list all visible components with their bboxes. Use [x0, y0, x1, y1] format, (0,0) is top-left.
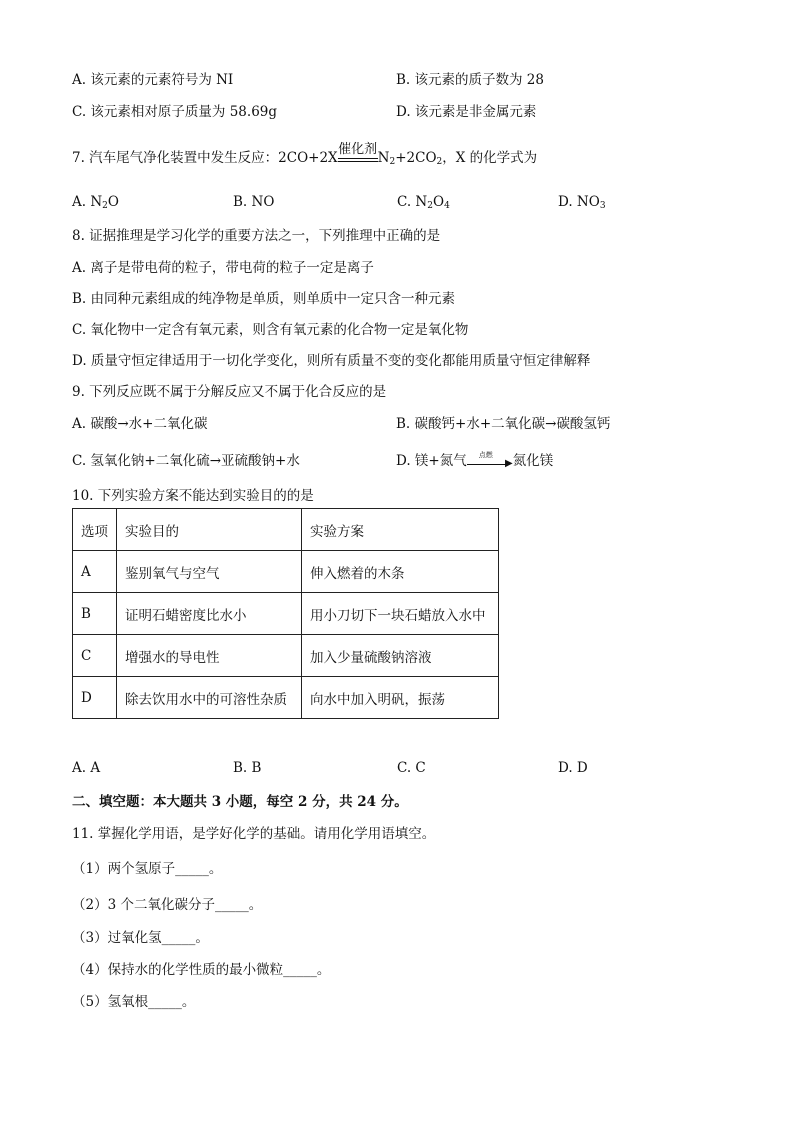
q7-suffix: ，X 的化学式为	[442, 150, 538, 166]
table-cell: 用小刀切下一块石蜡放入水中	[302, 593, 499, 635]
table-cell: 加入少量硫酸钠溶液	[302, 635, 499, 677]
q11-item: （5）氢氧根_____。	[72, 994, 196, 1010]
q8-option-b: B. 由同种元素组成的纯净物是单质，则单质中一定只含一种元素	[72, 291, 456, 307]
q7-product-co2: +2CO	[395, 150, 437, 166]
catalyst-label: 催化剂	[338, 141, 378, 157]
table-cell: 伸入燃着的木条	[302, 551, 499, 593]
subscript: 2	[389, 157, 396, 167]
table-row	[73, 551, 499, 593]
ignition-arrow: 点燃 ▶	[467, 455, 513, 469]
q10-option-b: B. B	[233, 760, 262, 776]
q7-stem	[72, 141, 538, 167]
q8-option-c: C. 氧化物中一定含有氧元素，则含有氧元素的化合物一定是氧化物	[72, 322, 469, 338]
q9-option-b: B. 碳酸钙+水+二氧化碳→碳酸氢钙	[396, 416, 611, 432]
experiment-table	[72, 508, 499, 719]
table-row	[73, 635, 499, 677]
table-header-cell: 选项	[73, 509, 117, 551]
q9-option-d: D. 镁+氮气 点燃 ▶ 氮化镁	[396, 450, 554, 469]
q11-item: （3）过氧化氢_____。	[72, 930, 209, 946]
q7-product-n: N	[377, 150, 390, 166]
q7-prefix: 7. 汽车尾气净化装置中发生反应：2CO+2X	[72, 150, 338, 166]
q6-option-c: C. 该元素相对原子质量为 58.69g	[72, 104, 278, 120]
q9-option-a: A. 碳酸→水+二氧化碳	[72, 416, 208, 432]
table-cell: 证明石蜡密度比水小	[117, 593, 302, 635]
q7-reaction-condition	[338, 141, 378, 166]
table-cell: D	[73, 677, 117, 719]
q7-option-c: C. $N_2O_4$	[397, 194, 450, 211]
q8-option-a: A. 离子是带电荷的粒子，带电荷的粒子一定是离子	[72, 260, 374, 276]
table-cell: 除去饮用水中的可溶性杂质	[117, 677, 302, 719]
table-cell: 鉴别氧气与空气	[117, 551, 302, 593]
q9-stem: 9. 下列反应既不属于分解反应又不属于化合反应的是	[72, 384, 387, 400]
table-header-row	[73, 509, 499, 551]
q7-option-a: A. $N_2O$	[72, 194, 119, 211]
table-row	[73, 677, 499, 719]
q10-option-a: A. A	[72, 760, 101, 776]
q7-option-b: B. NO	[233, 194, 275, 210]
q6-option-b: B. 该元素的质子数为 28	[396, 72, 544, 88]
section-heading: 二、填空题：本大题共 3 小题，每空 2 分，共 24 分。	[72, 794, 408, 810]
q9-option-c: C. 氢氧化钠+二氧化硫→亚硫酸钠+水	[72, 453, 300, 469]
table-cell: 向水中加入明矾，振荡	[302, 677, 499, 719]
q11-item: （4）保持水的化学性质的最小微粒_____。	[72, 962, 331, 978]
q10-stem: 10. 下列实验方案不能达到实验目的的是	[72, 488, 314, 504]
q8-stem: 8. 证据推理是学习化学的重要方法之一，下列推理中正确的是	[72, 228, 441, 244]
table-header-cell: 实验方案	[302, 509, 499, 551]
q6-option-a: A. 该元素的元素符号为 NI	[72, 72, 234, 88]
q11-item: （1）两个氢原子_____。	[72, 861, 223, 877]
subscript: 2	[436, 157, 443, 167]
q8-option-d: D. 质量守恒定律适用于一切化学变化，则所有质量不变的变化都能用质量守恒定律解释	[72, 353, 591, 369]
table-row	[73, 593, 499, 635]
table-cell: 增强水的导电性	[117, 635, 302, 677]
table-header-cell: 实验目的	[117, 509, 302, 551]
q10-option-c: C. C	[397, 760, 426, 776]
table-cell: A	[73, 551, 117, 593]
table-cell: B	[73, 593, 117, 635]
q7-option-d: D. $NO_3$	[558, 194, 606, 211]
q11-item: （2）3 个二氧化碳分子_____。	[72, 897, 263, 913]
q10-option-d: D. D	[558, 760, 588, 776]
table-cell: C	[73, 635, 117, 677]
q11-stem: 11. 掌握化学用语，是学好化学的基础。请用化学用语填空。	[72, 826, 436, 842]
q6-option-d: D. 该元素是非金属元素	[396, 104, 537, 120]
